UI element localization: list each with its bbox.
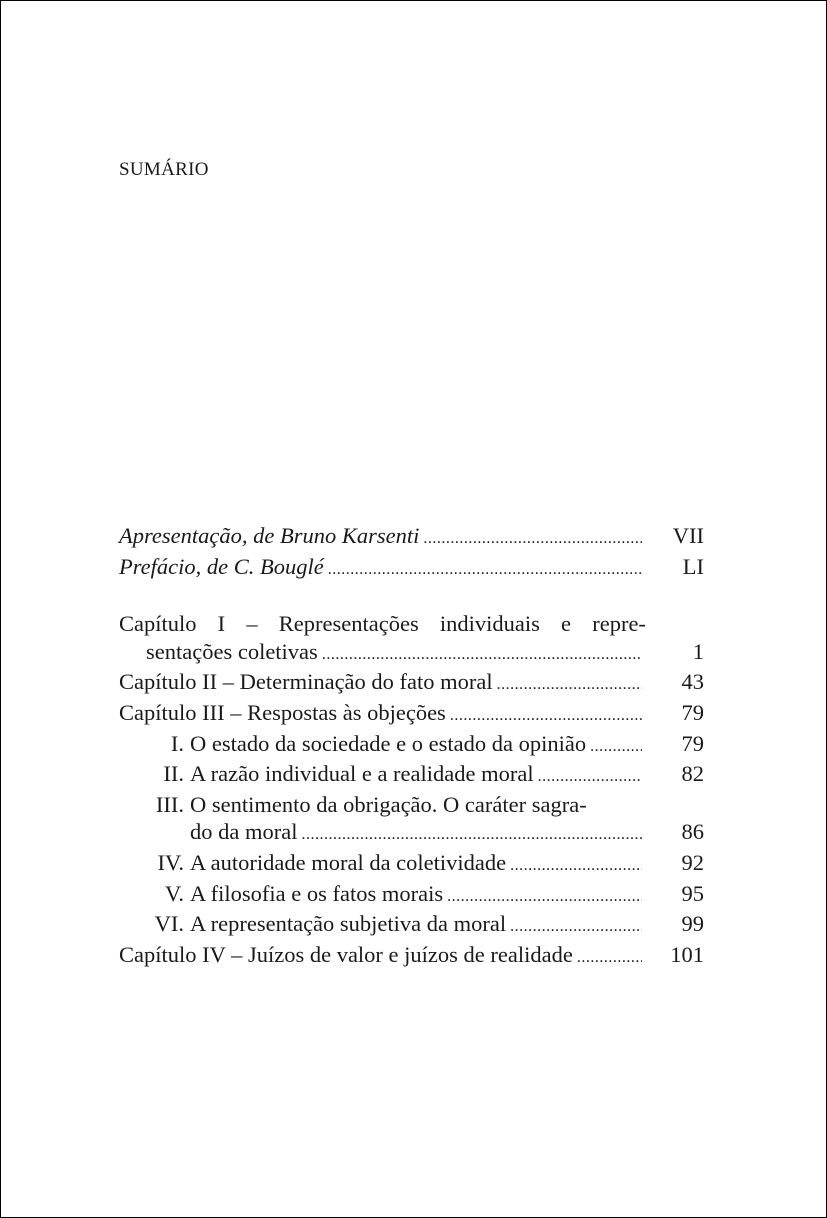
toc-entry-title: Capítulo IV – Juízos de valor e juízos de realidade xyxy=(119,941,573,967)
word: Representações xyxy=(278,611,419,637)
dot-leader xyxy=(423,522,642,553)
dot-leader xyxy=(447,880,642,911)
toc-page-number: 1 xyxy=(692,638,704,664)
toc-page-number: 92 xyxy=(681,849,704,875)
section-number: III. xyxy=(155,791,184,817)
dot-leader xyxy=(301,818,642,849)
toc-entry-capitulo-2[interactable] xyxy=(119,668,704,699)
dot-leader xyxy=(322,638,642,669)
section-number: IV. xyxy=(157,849,184,875)
toc-entry-title: A filosofia e os fatos morais xyxy=(190,880,444,906)
toc-page-number: 86 xyxy=(681,819,704,845)
dot-leader xyxy=(328,553,642,584)
page-title: SUMÁRIO xyxy=(119,159,209,180)
table-of-contents xyxy=(119,522,704,971)
toc-entry-prefacio[interactable] xyxy=(119,553,704,584)
section-number: I. xyxy=(170,730,184,756)
word: individuais xyxy=(439,611,540,637)
toc-entry-title-line xyxy=(119,791,704,819)
section-number: V. xyxy=(165,880,184,906)
toc-section-6[interactable] xyxy=(119,910,704,941)
toc-section-1[interactable] xyxy=(119,730,704,761)
toc-entry-title: O estado da sociedade e o estado da opinião xyxy=(190,730,587,756)
toc-entry-title: Capítulo II – Determinação do fato moral xyxy=(119,669,493,695)
toc-entry-title: A razão individual e a realidade moral xyxy=(190,761,534,787)
toc-entry-continuation xyxy=(119,818,704,849)
dot-leader xyxy=(510,849,642,880)
toc-page-number: LI xyxy=(682,553,704,579)
toc-entry-continuation xyxy=(119,638,704,669)
word: Capítulo xyxy=(119,611,197,637)
toc-entry-title: sentações coletivas xyxy=(146,638,318,664)
word: e xyxy=(561,611,572,637)
word: repre- xyxy=(592,611,646,637)
dot-leader xyxy=(510,910,642,941)
toc-entry-title: Apresentação, de Bruno Karsenti xyxy=(119,523,420,548)
spacer xyxy=(119,583,704,610)
word: I xyxy=(217,611,226,637)
toc-entry-capitulo-3[interactable] xyxy=(119,699,704,730)
toc-entry-title: do da moral xyxy=(190,819,298,845)
toc-entry-title: O sentimento da obrigação. O caráter sagra- xyxy=(190,791,587,817)
word: – xyxy=(246,611,258,637)
toc-page-number: 43 xyxy=(681,669,704,695)
dot-leader xyxy=(497,668,642,699)
toc-page-number: 95 xyxy=(681,880,704,906)
toc-section-5[interactable] xyxy=(119,880,704,911)
toc-page-number: 82 xyxy=(681,761,704,787)
toc-entry-title-line xyxy=(119,610,704,638)
toc-page-number: 79 xyxy=(681,699,704,725)
toc-entry-title: Prefácio, de C. Bouglé xyxy=(119,553,324,579)
toc-page-number: 79 xyxy=(681,730,704,756)
toc-entry-apresentacao[interactable] xyxy=(119,522,704,553)
dot-leader xyxy=(450,699,642,730)
section-number: VI. xyxy=(154,911,184,937)
dot-leader xyxy=(538,760,642,791)
dot-leader xyxy=(577,941,642,972)
toc-page-number: 101 xyxy=(670,941,704,967)
toc-section-4[interactable] xyxy=(119,849,704,880)
toc-entry-title: Capítulo III – Respostas às objeções xyxy=(119,699,446,725)
toc-entry-title: A representação subjetiva da moral xyxy=(190,911,507,937)
toc-entry-capitulo-1[interactable] xyxy=(119,610,704,668)
toc-page-number: VII xyxy=(672,523,704,548)
toc-page-number: 99 xyxy=(681,911,704,937)
toc-section-2[interactable] xyxy=(119,760,704,791)
toc-entry-title: A autoridade moral da coletividade xyxy=(190,849,507,875)
toc-section-3[interactable] xyxy=(119,791,704,849)
toc-entry-capitulo-4[interactable] xyxy=(119,941,704,972)
section-number: II. xyxy=(163,761,184,787)
dot-leader xyxy=(590,730,642,761)
